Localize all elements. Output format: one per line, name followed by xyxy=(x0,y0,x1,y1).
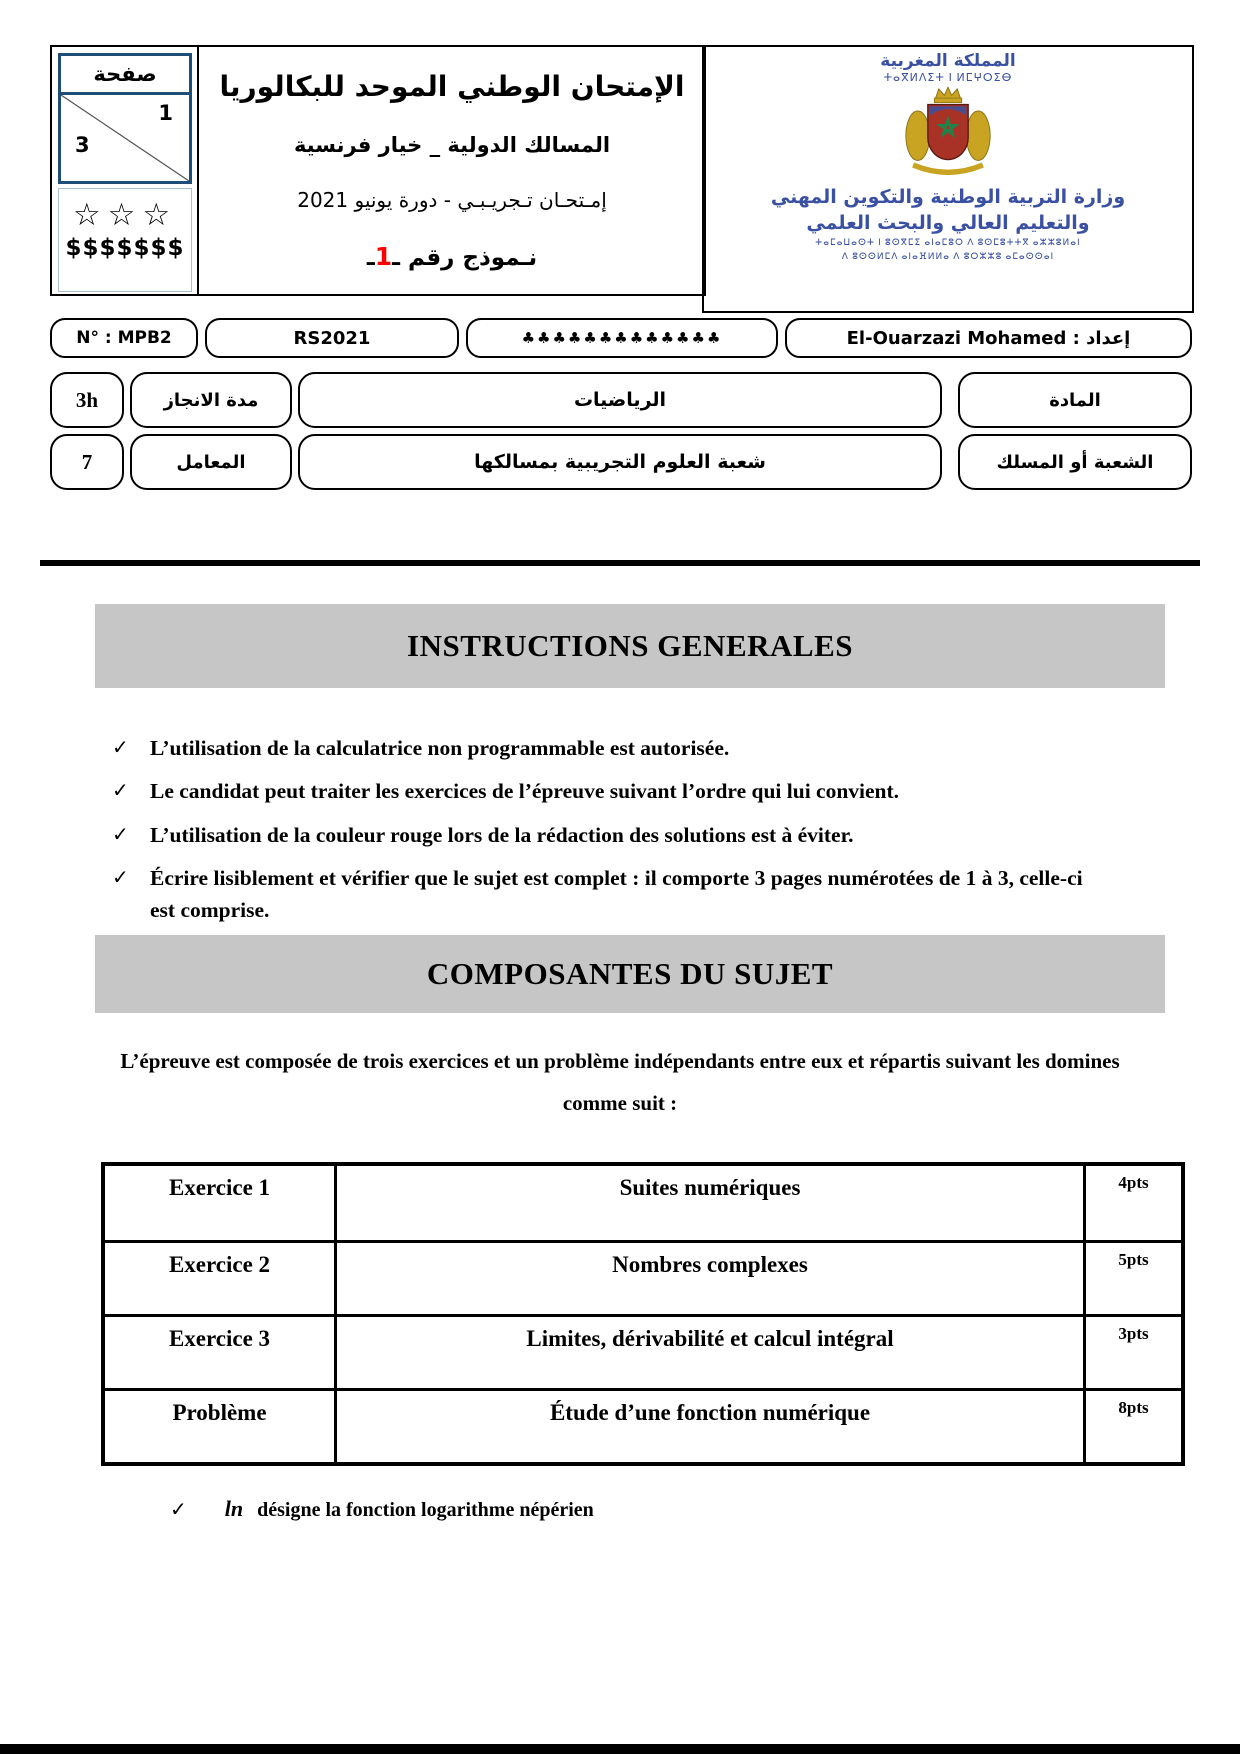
page-bottom-rule xyxy=(0,1744,1240,1754)
table-row-label: Exercice 2 xyxy=(105,1240,334,1314)
ministry-name-line1: وزارة التربية الوطنية والتكوين المهني xyxy=(770,186,1126,208)
components-table xyxy=(101,1162,1185,1466)
exam-track: المسالك الدولية _ خيار فرنسية xyxy=(293,133,611,158)
exam-session: إمـتحـان تـجريـبـي - دورة يونيو 2021 xyxy=(297,187,607,212)
check-icon: ✓ xyxy=(112,778,129,803)
instruction-text: L’utilisation de la couleur rouge lors de la rédaction des solutions est à éviter. xyxy=(150,822,854,847)
session-code-badge: RS2021 xyxy=(205,318,459,358)
table-row-points: 3pts xyxy=(1083,1314,1181,1388)
branch-label: الشعبة أو المسلك xyxy=(958,434,1192,490)
instructions-title: INSTRUCTIONS GENERALES xyxy=(407,628,853,663)
check-icon: ✓ xyxy=(170,1497,187,1521)
duration-label: مدة الانجاز xyxy=(130,372,292,428)
instructions-banner xyxy=(95,604,1165,688)
branch-value: شعبة العلوم التجريبية بمسالكها xyxy=(298,434,942,490)
instruction-item xyxy=(112,732,1102,764)
table-row-label: Problème xyxy=(105,1388,334,1462)
page-counter xyxy=(58,53,192,292)
instruction-item xyxy=(112,775,1102,807)
check-icon: ✓ xyxy=(112,735,129,759)
exam-main-title: الإمتحان الوطني الموحد للبكالوريا xyxy=(219,70,685,104)
page-label: صفحة xyxy=(58,53,192,95)
club-icons: ♣♣♣♣♣♣♣♣♣♣♣♣♣ xyxy=(466,318,778,358)
table-row-label: Exercice 1 xyxy=(168,1175,271,1200)
instruction-item xyxy=(112,819,1102,851)
table-row-points: 8pts xyxy=(1083,1388,1181,1462)
components-banner xyxy=(95,935,1165,1013)
ln-symbol: ln xyxy=(224,1496,244,1521)
table-row-topic: Étude d’une fonction numérique xyxy=(334,1388,1083,1462)
model-number: 1 xyxy=(374,241,393,271)
instruction-text: L’utilisation de la calculatrice non programmable est autorisée. xyxy=(150,736,730,760)
check-icon: ✓ xyxy=(112,821,129,846)
instruction-text: Écrire lisiblement et vérifier que le sujet est complet : il comporte 3 pages numérotées de 1 à 3, celle-ci est comprise. xyxy=(150,865,1083,922)
page-fraction-box xyxy=(58,95,192,184)
coat-of-arms xyxy=(893,84,1003,180)
section-divider xyxy=(40,560,1200,566)
header-vertical-divider xyxy=(197,47,199,294)
exam-model-line xyxy=(202,242,702,271)
kingdom-name-tifinagh: ⵜⴰⴳⵍⴷⵉⵜ ⵏ ⵍⵎⵖⵔⵉⴱ xyxy=(883,72,1013,84)
model-dash-right: ـ xyxy=(392,244,401,271)
instruction-item xyxy=(112,862,1102,927)
check-icon: ✓ xyxy=(112,864,129,889)
coefficient-value: 7 xyxy=(50,434,124,490)
table-row-label: Exercice 3 xyxy=(105,1314,334,1388)
page-current: 1 xyxy=(158,101,173,125)
ln-note-text: désigne la fonction logarithme népérien xyxy=(257,1499,594,1521)
dollar-signs: $$$$$$$ xyxy=(65,235,185,262)
table-row-points: 4pts xyxy=(1083,1166,1181,1240)
components-title: COMPOSANTES DU SUJET xyxy=(426,956,834,991)
stars-dollars-box xyxy=(58,188,192,292)
kingdom-name: المملكة المغربية xyxy=(880,51,1016,71)
subject-label: المادة xyxy=(958,372,1192,428)
ln-note xyxy=(170,1496,594,1522)
table-row-topic: Limites, dérivabilité et calcul intégral xyxy=(334,1314,1083,1388)
author-badge: El-Ouarzazi Mohamed : إعداد xyxy=(785,318,1192,358)
model-dash-left: ـ xyxy=(366,244,375,271)
ministry-name-tifinagh-1: ⵜⴰⵎⴰⵡⴰⵙⵜ ⵏ ⵓⵙⴳⵎⵉ ⴰⵏⴰⵎⵓⵔ ⴷ ⵓⵙⵎⵓⵜⵜⴳ ⴰⵣⵣⵓⵍⴰⵏ xyxy=(815,237,1081,248)
table-row-topic: Suites numériques xyxy=(334,1166,1083,1240)
page-total: 3 xyxy=(75,133,90,157)
exam-titles xyxy=(202,47,702,294)
subject-value: الرياضيات xyxy=(298,372,942,428)
components-intro: L’épreuve est composée de trois exercices et un problème indépendants entre eux et répartis suivant les domines comme suit : xyxy=(120,1049,1120,1115)
ministry-header xyxy=(702,45,1194,313)
instructions-list xyxy=(112,732,1102,937)
model-prefix: نـموذج رقم xyxy=(408,244,538,271)
duration-value: 3h xyxy=(50,372,124,428)
header-box xyxy=(50,45,706,296)
ministry-name-line2: والتعليم العالي والبحث العلمي xyxy=(806,211,1090,234)
star-icons: ☆☆☆ xyxy=(72,197,178,232)
instruction-text: Le candidat peut traiter les exercices de l’épreuve suivant l’ordre qui lui convient. xyxy=(150,779,900,804)
table-row-topic: Nombres complexes xyxy=(334,1240,1083,1314)
coefficient-label: المعامل xyxy=(130,434,292,490)
ministry-name-tifinagh-2: ⴷ ⵓⵙⵙⵍⵎⴷ ⴰⵏⴰⴼⵍⵍⴰ ⴷ ⵓⵔⵣⵣⵓ ⴰⵎⴰⵙⵙⴰⵏ xyxy=(841,250,1055,261)
exam-number-badge: N° : MPB2 xyxy=(50,318,198,358)
table-row-points: 5pts xyxy=(1083,1240,1181,1314)
